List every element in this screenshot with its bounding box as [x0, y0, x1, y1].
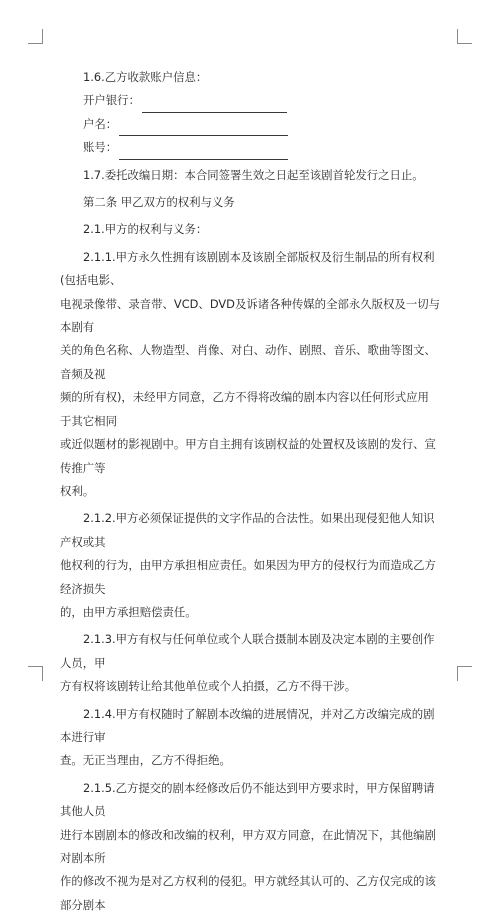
text-line: 或近似题材的影视剧中。甲方自主拥有该剧权益的处置权及该剧的发行、宣传推广等	[60, 437, 436, 475]
text-line: 他权利的行为，由甲方承担相应责任。如果因为甲方的侵权行为而造成乙方经济损失	[60, 558, 436, 596]
text-line: 2.1.2.甲方必须保证提供的文字作品的合法性。如果出现侵犯他人知识产权或其	[60, 511, 435, 549]
crop-mark-top-right	[457, 29, 472, 44]
article-2-heading: 第二条 甲乙双方的权利与义务	[83, 195, 235, 210]
text-line: 频的所有权)，未经甲方同意，乙方不得将改编的剧本内容以任何形式应用于其它相同	[60, 390, 429, 428]
bank-field	[83, 89, 440, 112]
bank-label: 开户银行：	[83, 93, 140, 108]
crop-mark-bottom-right	[457, 666, 472, 681]
document-body	[60, 66, 440, 917]
clause-2-1-4	[60, 703, 440, 773]
bank-blank[interactable]	[142, 97, 287, 113]
clause-1-7: 1.7.委托改编日期：本合同签署生效之日起至该剧首轮发行之日止。	[83, 167, 424, 182]
crop-mark-top-left	[28, 29, 43, 44]
text-line: 的，由甲方承担赔偿责任。	[60, 604, 197, 619]
account-number-label: 账号：	[83, 140, 118, 155]
clause-2-1-2	[60, 507, 440, 624]
text-line: 2.1.1.甲方永久性拥有该剧剧本及该剧全部版权及衍生制品的所有权利(包括电影、	[60, 249, 435, 288]
clause-2-1-1	[60, 246, 440, 503]
clause-1-6: 1.6.乙方收款账户信息：	[83, 70, 208, 84]
text-line: 关的角色名称、人物造型、肖像、对白、动作、剧照、音乐、歌曲等图文、音频及视	[60, 343, 436, 381]
text-line: 作的修改不视为是对乙方权利的侵犯。甲方就经其认可的、乙方仅完成的该部分剧本	[60, 874, 436, 912]
text-line: 2.1.3.甲方有权与任何单位或个人联合摄制本剧及决定本剧的主要创作人员，甲	[60, 632, 435, 670]
account-name-field	[83, 113, 440, 136]
text-line: 权利。	[60, 483, 95, 498]
crop-mark-bottom-left	[28, 666, 43, 681]
text-line: 进行本剧剧本的修改和改编的权利，甲方双方同意，在此情况下，其他编剧对剧本所	[60, 827, 436, 865]
account-name-label: 户名：	[83, 116, 118, 131]
text-line: 查。无正当理由，乙方不得拒绝。	[60, 753, 231, 768]
clause-2-1-5	[60, 777, 440, 917]
text-line: 方有权将该剧转让给其他单位或个人拍摄，乙方不得干涉。	[60, 679, 357, 694]
clause-2-1: 2.1.甲方的权利与义务：	[83, 222, 208, 237]
clause-2-1-3	[60, 628, 440, 698]
account-name-blank[interactable]	[119, 120, 288, 136]
text-line: 电视录像带、录音带、VCD、DVD及诉诸各种传媒的全部永久版权及一切与本剧有	[60, 296, 440, 335]
text-line: 2.1.5.乙方提交的剧本经修改后仍不能达到甲方要求时，甲方保留聘请其他人员	[60, 780, 435, 819]
account-number-field	[83, 136, 440, 159]
account-number-blank[interactable]	[119, 144, 288, 160]
text-line: 2.1.4.甲方有权随时了解剧本改编的进展情况，并对乙方改编完成的剧本进行审	[60, 706, 435, 744]
